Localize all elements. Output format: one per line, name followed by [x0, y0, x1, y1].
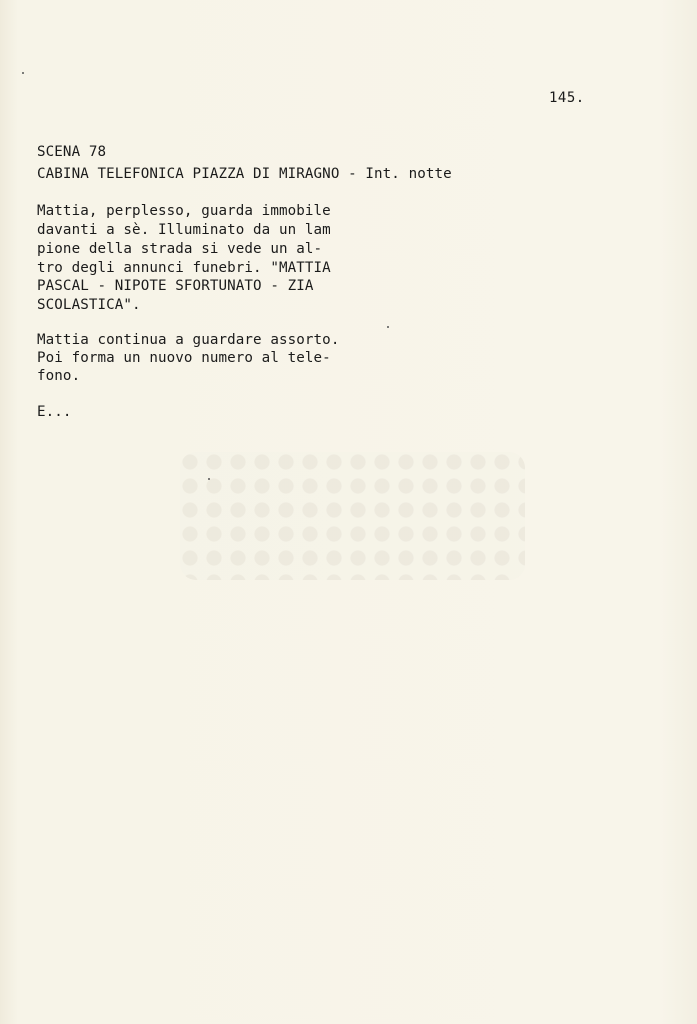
body-line-2: davanti a sè. Illuminato da un lam [37, 222, 331, 238]
scan-speck [22, 72, 24, 74]
scan-speck [387, 326, 389, 328]
body-line-9: fono. [37, 368, 81, 384]
scene-heading: SCENA 78 [37, 144, 107, 160]
body-line-8: Poi forma un nuovo numero al tele- [37, 350, 331, 366]
body-line-6: SCOLASTICA". [37, 297, 141, 313]
watermark-stamp [180, 452, 525, 580]
scan-speck [208, 478, 210, 480]
body-line-1: Mattia, perplesso, guarda immobile [37, 203, 331, 219]
body-line-5: PASCAL - NIPOTE SFORTUNATO - ZIA [37, 278, 314, 294]
ellipsis-line: E... [37, 404, 72, 420]
page-number: 145. [549, 90, 585, 106]
body-line-4: tro degli annunci funebri. "MATTIA [37, 260, 331, 276]
body-line-3: pione della strada si vede un al- [37, 241, 323, 257]
body-line-7: Mattia continua a guardare assorto. [37, 332, 340, 348]
scene-location: CABINA TELEFONICA PIAZZA DI MIRAGNO - Int. notte [37, 166, 452, 182]
